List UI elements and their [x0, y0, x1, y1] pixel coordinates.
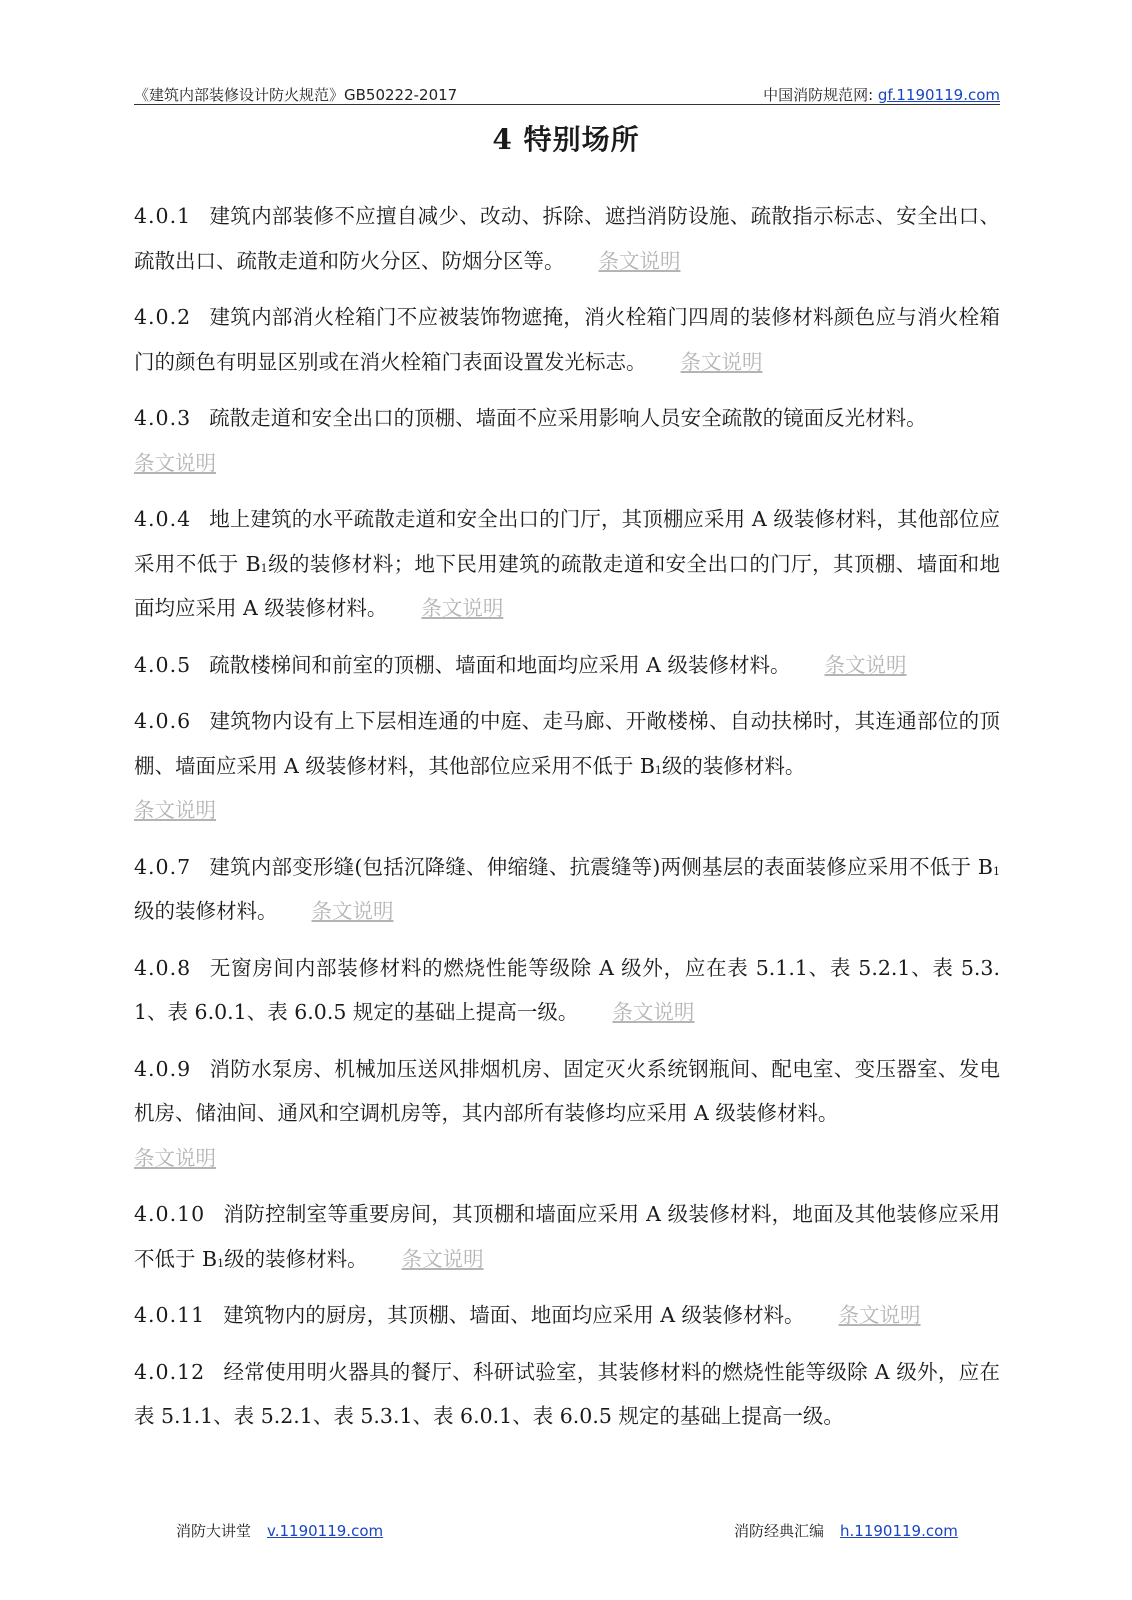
clause-text: 经常使用明火器具的餐厅、科研试验室，其装修材料的燃烧性能等级除 A 级外，应在表 5.1.1、表 5.2.1、表 5.3.1、表 6.0.1、表 6.0.5 规定的基础上提高一级。	[134, 1359, 1000, 1428]
clause-text: 疏散楼梯间和前室的顶棚、墙面和地面均应采用 A 级装修材料。	[209, 652, 791, 677]
clause-number: 4.0.8	[134, 955, 192, 980]
clause-number: 4.0.9	[134, 1056, 192, 1081]
clause-text-part-a: 建筑物内设有上下层相连通的中庭、走马廊、开敞楼梯、自动扶梯时，其连通部位的顶棚、墙面应采用 A 级装修材料，其他部位应采用不低于 B	[134, 709, 1000, 778]
clause-list	[134, 194, 1000, 1451]
chapter-title: 4 特别场所	[492, 123, 640, 156]
clause-text: 消防水泵房、机械加压送风排烟机房、固定灭火系统钢瓶间、配电室、变压器室、发电机房、储油间、通风和空调机房等，其内部所有装修均应采用 A 级装修材料。	[134, 1056, 1000, 1125]
clause-number: 4.0.2	[134, 305, 192, 329]
subscript: 1	[654, 763, 662, 777]
clause-text: 无窗房间内部装修材料的燃烧性能等级除 A 级外，应在表 5.1.1、表 5.2.1、表 5.3.1、表 6.0.1、表 6.0.5 规定的基础上提高一级。	[134, 955, 1000, 1024]
footer-right	[734, 1520, 958, 1541]
explanation-link[interactable]: 条文说明	[680, 349, 763, 374]
explanation-link[interactable]: 条文说明	[134, 450, 216, 475]
clause-number: 4.0.10	[134, 1202, 206, 1226]
site-label: 中国消防规范网:	[763, 86, 878, 104]
clause-4-0-3	[134, 396, 1000, 485]
document-title: 《建筑内部装修设计防火规范》GB50222-2017	[134, 86, 458, 104]
explanation-link[interactable]: 条文说明	[401, 1246, 484, 1271]
clause-4-0-6	[134, 699, 1000, 833]
clause-text: 建筑内部装修不应擅自减少、改动、拆除、遮挡消防设施、疏散指示标志、安全出口、疏散出口、疏散走道和防火分区、防烟分区等。	[134, 204, 1000, 273]
footer-left	[176, 1520, 383, 1541]
explanation-link[interactable]: 条文说明	[838, 1303, 921, 1327]
clause-4-0-4	[134, 497, 1000, 631]
clause-text: 建筑内部消火栓箱门不应被装饰物遮掩，消火栓箱门四周的装修材料颜色应与消火栓箱门的颜色有明显区别或在消火栓箱门表面设置发光标志。	[134, 305, 1000, 374]
clause-4-0-11	[134, 1293, 1000, 1338]
clause-number: 4.0.4	[134, 507, 192, 531]
footer-right-link[interactable]: h.1190119.com	[840, 1522, 958, 1540]
clause-number: 4.0.6	[134, 709, 192, 733]
explanation-link[interactable]: 条文说明	[311, 899, 394, 923]
explanation-link[interactable]: 条文说明	[612, 1000, 695, 1024]
explanation-link[interactable]: 条文说明	[598, 248, 681, 273]
clause-text-part-a: 消防控制室等重要房间，其顶棚和墙面应采用 A 级装修材料，地面及其他装修应采用不低于 B	[134, 1202, 1000, 1271]
clause-number: 4.0.1	[134, 204, 192, 228]
clause-4-0-10	[134, 1192, 1000, 1281]
subscript: 1	[217, 1256, 225, 1270]
clause-text-part-a: 地上建筑的水平疏散走道和安全出口的门厅，其顶棚应采用 A 级装修材料，其他部位应采用不低于 B	[134, 507, 1000, 576]
clause-4-0-7	[134, 845, 1000, 934]
clause-text-part-b: 级的装修材料；地下民用建筑的疏散走道和安全出口的门厅，其顶棚、墙面和地面均应采用 A 级装修材料。	[134, 551, 1000, 620]
clause-4-0-9	[134, 1047, 1000, 1181]
subscript: 1	[993, 864, 1000, 878]
clause-text-part-b: 级的装修材料。	[134, 899, 278, 923]
clause-4-0-2	[134, 295, 1000, 384]
clause-text-part-a: 建筑内部变形缝(包括沉降缝、伸缩缝、抗震缝等)两侧基层的表面装修应采用不低于 B	[209, 854, 993, 879]
clause-number: 4.0.3	[134, 406, 192, 430]
clause-4-0-1	[134, 194, 1000, 283]
clause-number: 4.0.5	[134, 652, 192, 677]
site-link[interactable]: gf.1190119.com	[877, 86, 1000, 104]
explanation-link[interactable]: 条文说明	[421, 596, 504, 620]
footer-left-label: 消防大讲堂	[176, 1522, 252, 1540]
explanation-link[interactable]: 条文说明	[134, 798, 216, 822]
clause-number: 4.0.7	[134, 854, 192, 879]
page-header	[134, 82, 1000, 105]
footer-left-link[interactable]: v.1190119.com	[267, 1522, 384, 1540]
site-reference	[763, 84, 1000, 105]
subscript: 1	[260, 561, 268, 575]
explanation-link[interactable]: 条文说明	[134, 1145, 216, 1170]
clause-text-part-b: 级的装修材料。	[224, 1246, 368, 1271]
clause-number: 4.0.12	[134, 1359, 206, 1384]
clause-4-0-8	[134, 946, 1000, 1035]
clause-text-part-b: 级的装修材料。	[661, 753, 806, 778]
footer-right-label: 消防经典汇编	[734, 1522, 825, 1540]
clause-4-0-5	[134, 643, 1000, 688]
clause-text: 建筑物内的厨房，其顶棚、墙面、地面均应采用 A 级装修材料。	[223, 1303, 805, 1327]
clause-text: 疏散走道和安全出口的顶棚、墙面不应采用影响人员安全疏散的镜面反光材料。	[209, 406, 927, 430]
clause-number: 4.0.11	[134, 1303, 206, 1327]
explanation-link[interactable]: 条文说明	[824, 652, 907, 677]
clause-4-0-12	[134, 1350, 1000, 1439]
